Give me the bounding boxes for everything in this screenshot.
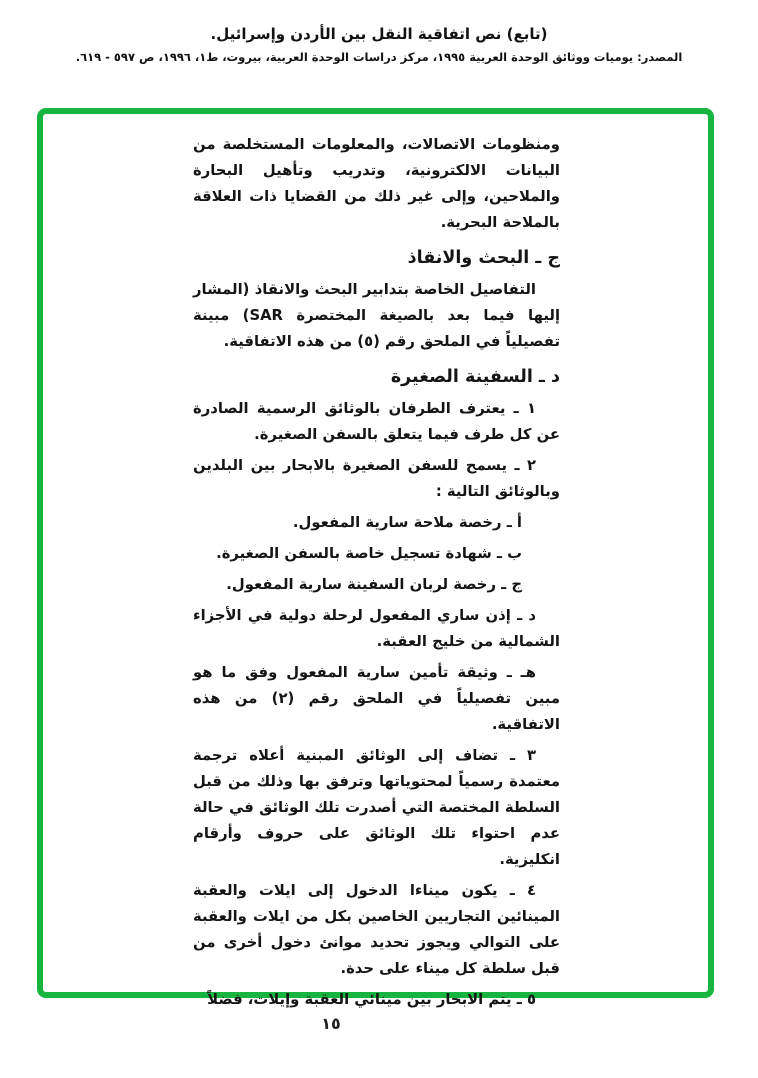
text-column — [193, 132, 560, 1013]
page-header — [0, 0, 758, 64]
section-c-heading: ج ـ البحث والانقاذ — [407, 248, 560, 268]
section-d-item-1: ١ ـ يعترف الطرفان بالوثائق الرسمية الصادرة عن كل طرف فيما يتعلق بالسفن الصغيرة. — [193, 400, 560, 443]
section-d-subitem-a: أ ـ رخصة ملاحة سارية المفعول. — [292, 514, 522, 531]
section-d-item-3: ٣ ـ تضاف إلى الوثائق المبنية أعلاه ترجمة معتمدة رسمياً لمحتوياتها وترفق بها وذلك من قبل السلطة المختصة التي أصدرت تلك الوثائق في حالة عدم احتواء تلك الوثائق على حروف وأرقام انكليزية. — [193, 747, 560, 868]
section-d-heading: د ـ السفينة الصغيرة — [390, 367, 560, 387]
document-title: (تابع) نص اتفاقية النقل بين الأردن وإسرائيل. — [210, 25, 548, 43]
section-d-subitem-e: هـ ـ وثيقة تأمين سارية المفعول وفق ما هو مبين تفصيلياً في الملحق رقم (٢) من هذه الاتفاقية. — [193, 664, 560, 733]
section-d-item-5: ٥ ـ يتم الابحار بين مينائي العقبة وإيلات، فضلاً — [207, 991, 536, 1008]
paragraph-continuation: ومنظومات الاتصالات، والمعلومات المستخلصة من البيانات الالكترونية، وتدريب وتأهيل البحارة والملاحين، وإلى غير ذلك من القضايا ذات العلاقة بالملاحة البحرية. — [193, 136, 560, 231]
green-highlight-frame — [37, 108, 714, 1008]
source-citation: المصدر: يوميات ووثائق الوحدة العربية ١٩٩٥، مركز دراسات الوحدة العربية، بيروت، ط١، ١٩٩٦، ص ٥٩٧ - ٦١٩. — [75, 50, 683, 64]
section-d-subitem-c: ج ـ رخصة لربان السفينة سارية المفعول. — [226, 576, 522, 593]
section-c-paragraph: التفاصيل الخاصة بتدابير البحث والانقاذ (المشار إليها فيما بعد بالصيغة المختصرة SAR) مبينة تفصيلياً في الملحق رقم (٥) من هذه الاتفاقية. — [193, 281, 561, 350]
section-d-subitem-b: ب ـ شهادة تسجيل خاصة بالسفن الصغيرة. — [216, 545, 522, 562]
section-d-subitem-d: د ـ إذن ساري المفعول لرحلة دولية في الأجزاء الشمالية من خليج العقبة. — [193, 607, 560, 650]
section-d-item-2: ٢ ـ يسمح للسفن الصغيرة بالابحار بين البلدين وبالوثائق التالية : — [193, 457, 560, 500]
section-d-item-4: ٤ ـ يكون ميناءا الدخول إلى ايلات والعقبة المينائين التجاريين الخاصين بكل من ايلات والعقبة على التوالي ويجوز تحديد موانئ دخول أخرى من قبل سلطة كل ميناء على حدة. — [193, 882, 560, 977]
page-number: ١٥ — [321, 1014, 341, 1033]
